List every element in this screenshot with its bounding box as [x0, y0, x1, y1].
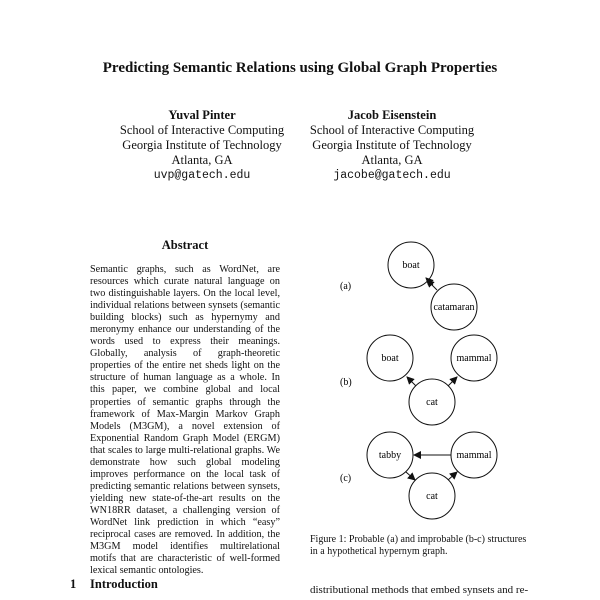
- node-label: catamaran: [433, 302, 475, 313]
- author-institution: Georgia Institute of Technology: [312, 138, 472, 152]
- node-label: cat: [426, 397, 438, 408]
- author-name: Yuval Pinter: [168, 108, 236, 122]
- author-location: Atlanta, GA: [171, 153, 233, 167]
- graph-edge: [448, 377, 457, 386]
- author-institution: Georgia Institute of Technology: [122, 138, 282, 152]
- author-location: Atlanta, GA: [361, 153, 423, 167]
- graph-edge: [407, 377, 416, 386]
- node-label: boat: [402, 260, 420, 271]
- abstract-heading: Abstract: [161, 238, 209, 252]
- graph-edge: [448, 472, 457, 480]
- panel-label: (c): [340, 473, 352, 484]
- author-affiliation: School of Interactive Computing: [309, 123, 475, 137]
- graph-edge: [427, 280, 437, 290]
- panel-label: (a): [340, 281, 352, 292]
- author-name: Jacob Eisenstein: [347, 108, 437, 122]
- node-label: cat: [426, 491, 438, 502]
- author-email: jacobe@gatech.edu: [333, 169, 451, 182]
- author-email: uvp@gatech.edu: [153, 169, 251, 182]
- paper-title: Predicting Semantic Relations using Global Graph Properties: [102, 60, 498, 76]
- abstract-body: Semantic graphs, such as WordNet, are resources which curate natural language on two distinguishable layers. On the local level, individual relations between synsets (semantic building blocks) such as hypernymy and meronymy enhance our understanding of the words used to express their meanings. Globally, analysis of graph-theoretic properties of the entire net sheds light on the structure of human language as a whole. In this paper, we combine global and local properties of semantic graphs through the framework of Max-Margin Markov Graph Models (M3GM), a novel extension of Exponential Random Graph Model (ERGM) that scales to large multi-relational graphs. We demonstrate how such global modeling improves performance on the local task of predicting semantic relations between synsets, yielding new state-of-the-art results on the WN18RR dataset, a challenging version of WordNet link prediction in which “easy” reciprocal cases are removed. In addition, the M3GM model identifies multirelational motifs that are characteristic of well-formed lexical semantic ontologies.: [90, 264, 280, 577]
- node-label: mammal: [456, 353, 492, 364]
- section-title: Introduction: [90, 577, 158, 591]
- node-label: tabby: [378, 450, 402, 461]
- figure-caption: Figure 1: Probable (a) and improbable (b-c) structures in a hypothetical hypernym graph.: [310, 534, 527, 557]
- node-label: boat: [381, 353, 399, 364]
- section-number: 1: [70, 577, 77, 591]
- body-text: distributional methods that embed synsets and re-: [310, 584, 529, 596]
- author-affiliation: School of Interactive Computing: [119, 123, 285, 137]
- panel-label: (b): [340, 377, 352, 388]
- node-label: mammal: [456, 450, 492, 461]
- graph-edge: [406, 472, 415, 480]
